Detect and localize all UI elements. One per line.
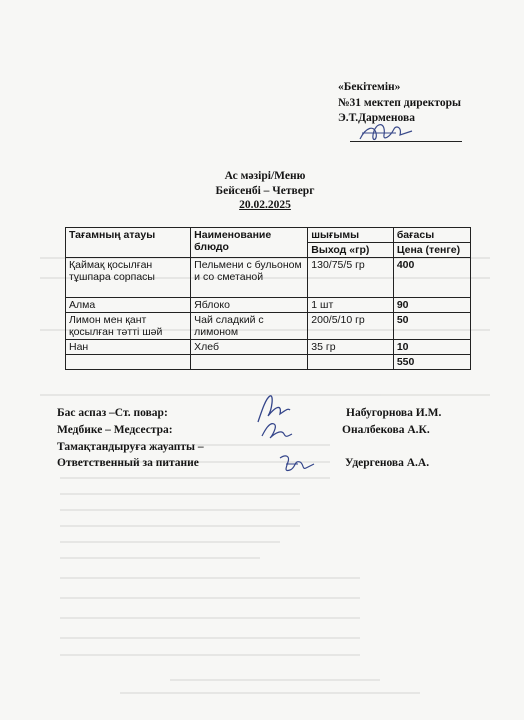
title-line-2: Бейсенбі – Четверг — [215, 184, 315, 197]
staff-name-nutrition: Удергенова А.А. — [345, 457, 430, 469]
dish-price: 90 — [393, 298, 470, 313]
nutrition-signature — [276, 452, 316, 476]
dish-yield: 130/75/5 гр — [308, 258, 394, 298]
dish-name-kz: Лимон мен қант қосылған тәтті шәй — [66, 313, 191, 340]
staff-name-cook: Набугорнова И.М. — [346, 407, 442, 419]
total-price: 550 — [393, 355, 470, 370]
table-row — [66, 313, 471, 340]
menu-table — [65, 227, 471, 370]
header-yield-kz: шығымы — [308, 228, 394, 243]
staff-role-cook: Бас аспаз –Ст. повар: — [57, 407, 168, 419]
dish-price: 50 — [393, 313, 470, 340]
dish-name-ru: Чай сладкий с лимоном — [191, 313, 308, 340]
approval-line-3: Э.Т.Дарменова — [338, 112, 415, 124]
dish-name-kz: Нан — [66, 340, 191, 355]
dish-name-ru: Хлеб — [191, 340, 308, 355]
staff-role-nutrition-kz: Тамақтандыруға жауапты – — [57, 441, 204, 453]
table-row — [66, 298, 471, 313]
header-name-kz: Тағамның атауы — [66, 228, 191, 258]
table-row — [66, 258, 471, 298]
dish-name-ru: Яблоко — [191, 298, 308, 313]
director-signature — [356, 117, 416, 147]
dish-yield: 200/5/10 гр — [308, 313, 394, 340]
document-title — [195, 169, 335, 213]
approval-line-2: №31 мектеп директоры — [338, 96, 461, 109]
approval-line-1: «Бекітемін» — [338, 81, 401, 93]
header-price-kz: бағасы — [393, 228, 470, 243]
header-name-ru: Наименование блюдо — [191, 228, 308, 258]
dish-price: 10 — [393, 340, 470, 355]
dish-name-ru: Пельмени с бульоном и со сметаной — [191, 258, 308, 298]
total-empty-cell — [308, 355, 394, 370]
staff-name-nurse: Оналбекова А.К. — [342, 424, 430, 436]
dish-yield: 1 шт — [308, 298, 394, 313]
dish-yield: 35 гр — [308, 340, 394, 355]
table-row — [66, 340, 471, 355]
header-yield-ru: Выход «гр) — [308, 243, 394, 258]
menu-date: 20.02.2025 — [239, 199, 291, 211]
dish-name-kz: Алма — [66, 298, 191, 313]
header-price-ru: Цена (тенге) — [393, 243, 470, 258]
dish-price: 400 — [393, 258, 470, 298]
staff-role-nurse: Медбике – Медсестра: — [57, 424, 173, 436]
nurse-signature — [258, 418, 294, 442]
total-empty-cell — [66, 355, 191, 370]
staff-role-nutrition-ru: Ответственный за питание — [57, 457, 199, 469]
total-empty-cell — [191, 355, 308, 370]
dish-name-kz: Қаймақ қосылған тұшпара сорпасы — [66, 258, 191, 298]
title-line-1: Ас мәзірі/Меню — [224, 170, 306, 182]
table-header-row-1 — [66, 228, 471, 243]
total-row — [66, 355, 471, 370]
